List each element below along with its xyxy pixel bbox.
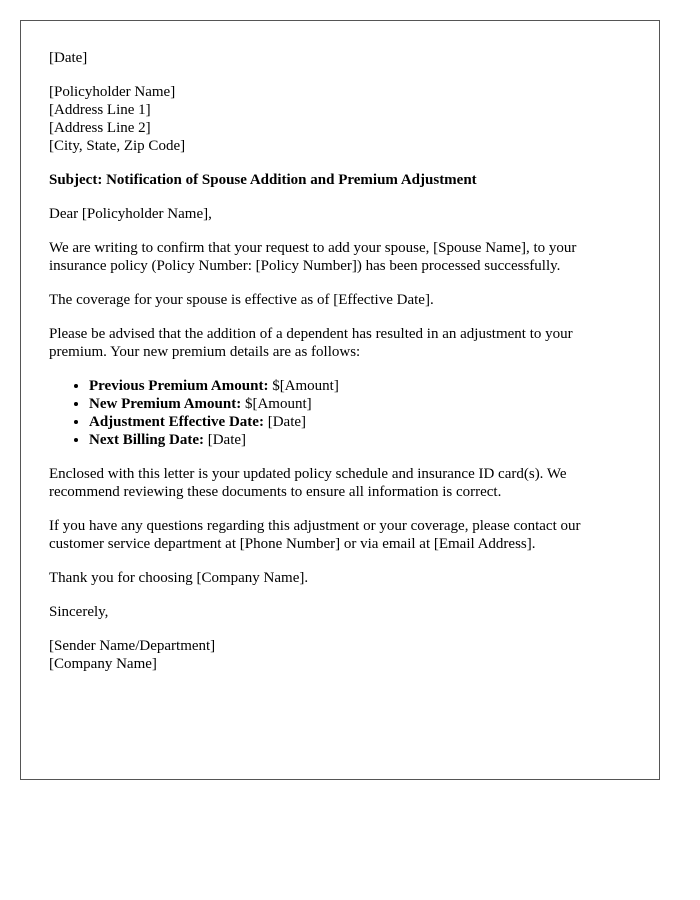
enclosure-paragraph: Enclosed with this letter is your updated policy schedule and insurance ID card(s). We recommend reviewing these documents to ensure all information is correct. (49, 466, 567, 500)
address-line-2: [Address Line 2] (49, 120, 151, 136)
recipient-name: [Policyholder Name] (49, 84, 176, 100)
letter-frame (20, 20, 660, 780)
premium-details-list (49, 377, 631, 449)
detail-label: New Premium Amount: (89, 396, 242, 412)
list-item (89, 413, 631, 431)
sender-block (49, 637, 631, 673)
confirmation-paragraph: We are writing to confirm that your request to add your spouse, [Spouse Name], to your insurance policy (Policy Number: [Policy Number]) has been processed successfully. (49, 240, 577, 274)
letter-date: [Date] (49, 50, 88, 66)
detail-value: $[Amount] (268, 378, 339, 394)
premium-intro-paragraph: Please be advised that the addition of a dependent has resulted in an adjustment to your premium. Your new premium details are as follows: (49, 326, 573, 360)
detail-label: Adjustment Effective Date: (89, 414, 264, 430)
thank-you-paragraph: Thank you for choosing [Company Name]. (49, 570, 309, 586)
list-item (89, 377, 631, 395)
city-state-zip: [City, State, Zip Code] (49, 138, 186, 154)
list-item (89, 395, 631, 413)
sender-company: [Company Name] (49, 656, 157, 672)
detail-value: [Date] (263, 414, 307, 430)
salutation: Dear [Policyholder Name], (49, 206, 212, 222)
list-item (89, 431, 631, 449)
sign-off: Sincerely, (49, 604, 109, 620)
address-line-1: [Address Line 1] (49, 102, 151, 118)
detail-label: Previous Premium Amount: (89, 378, 269, 394)
detail-value: [Date] (203, 432, 247, 448)
coverage-paragraph: The coverage for your spouse is effective as of [Effective Date]. (49, 292, 434, 308)
letter-subject: Subject: Notification of Spouse Addition and Premium Adjustment (49, 172, 477, 188)
recipient-address (49, 83, 631, 155)
date-block (49, 49, 631, 67)
detail-value: $[Amount] (241, 396, 312, 412)
sender-name-department: [Sender Name/Department] (49, 638, 216, 654)
contact-paragraph: If you have any questions regarding this adjustment or your coverage, please contact our customer service department at [Phone Number] or via email at [Email Address]. (49, 518, 581, 552)
detail-label: Next Billing Date: (89, 432, 204, 448)
